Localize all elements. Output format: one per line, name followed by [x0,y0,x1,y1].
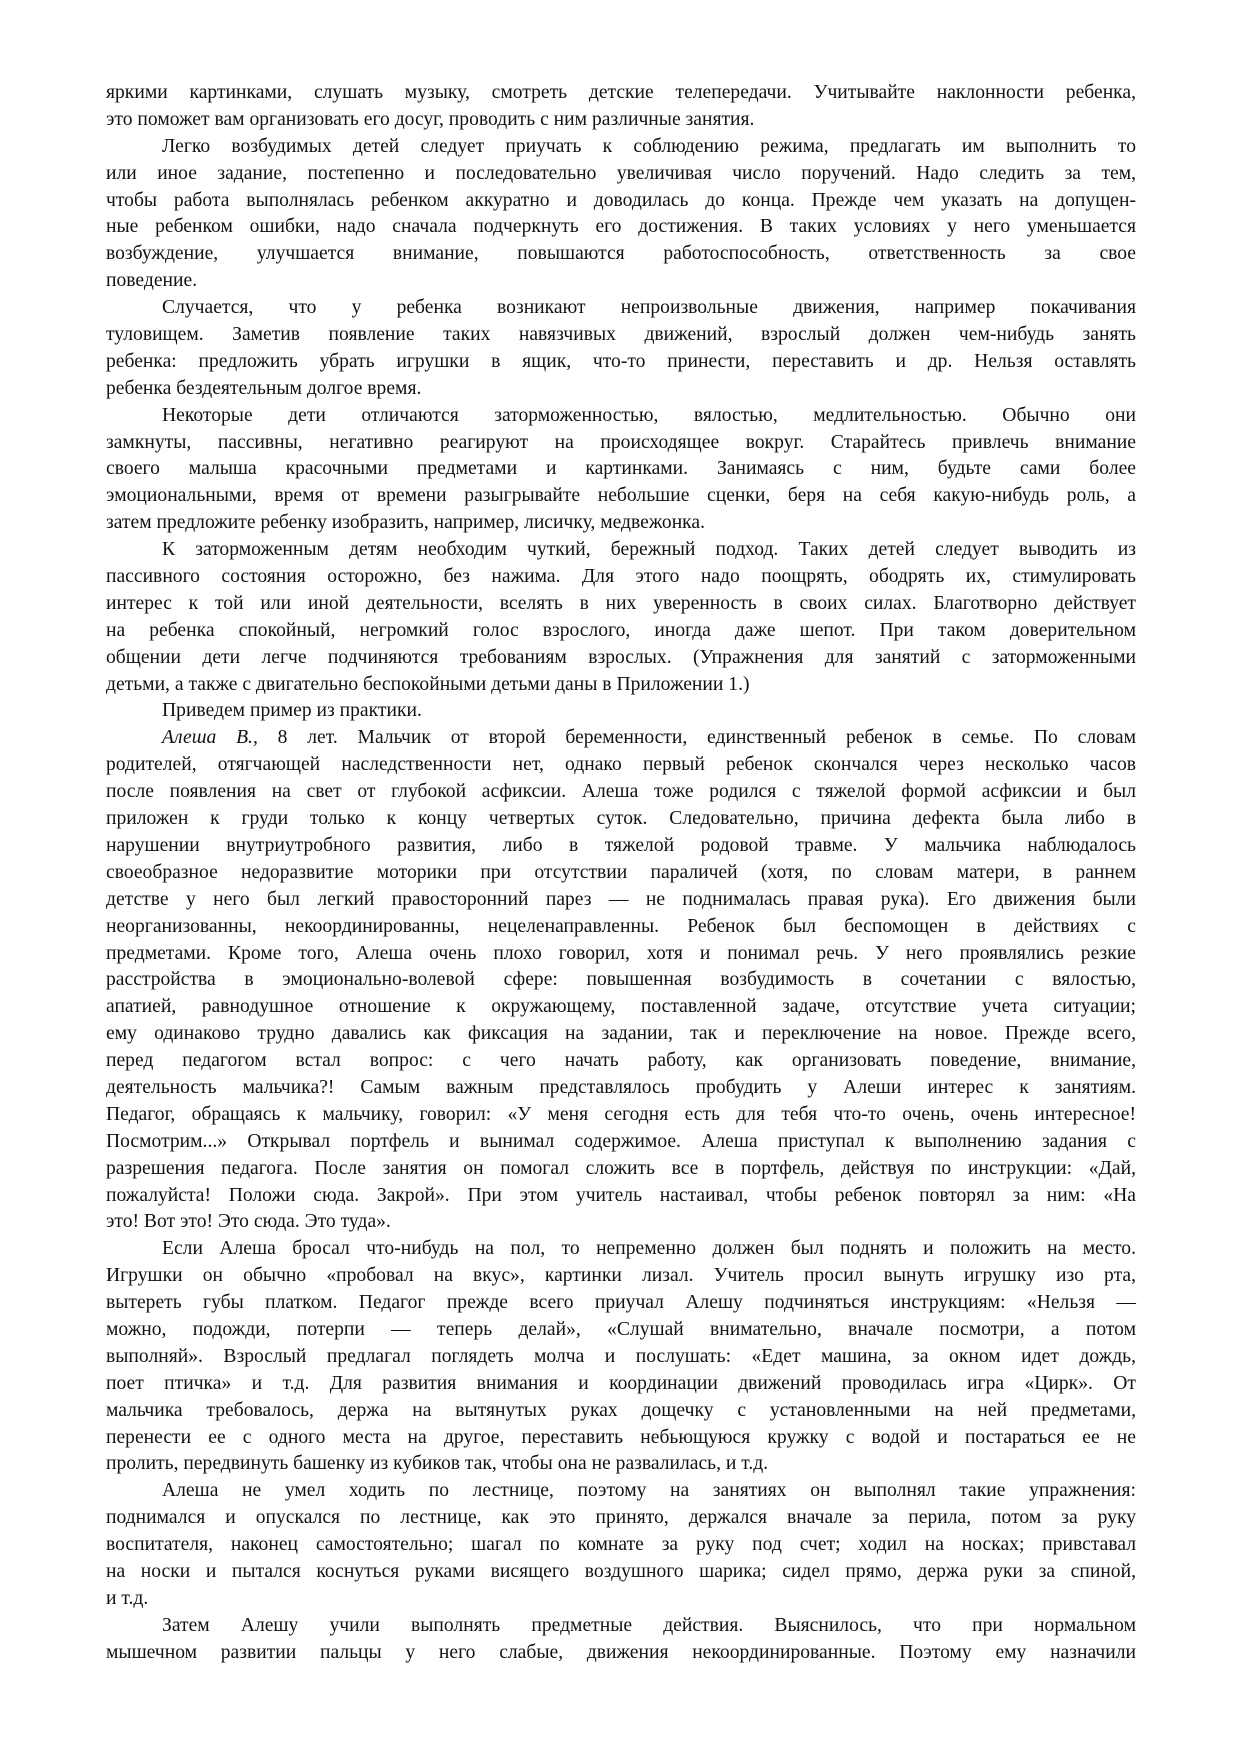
text-line: своеобразное недоразвитие моторики при отсутствии параличей (хотя, по словам матери, в раннем [106,861,1136,883]
text-line: деятельность мальчика?! Самым важным представлялось пробудить у Алеши интерес к занятиям. [106,1076,1136,1098]
text-line: Случается, что у ребенка возникают непроизвольные движения, например покачивания [162,297,1136,319]
text-line: пожалуйста! Положи сюда. Закрой». При этом учитель настаивал, чтобы ребенок повторял за ним: «На [106,1184,1136,1206]
text-line: вытереть губы платком. Педагог прежде всего приучал Алешу подчиняться инструкциям: «Нельзя — [106,1292,1136,1314]
text-line: это поможет вам организовать его досуг, проводить с ним различные занятия. [106,108,755,130]
text-line: после появления на свет от глубокой асфиксии. Алеша тоже родился с тяжелой формой асфиксии и был [106,781,1136,803]
paragraph [106,80,1136,134]
text-line: разрешения педагога. После занятия он помогал сложить все в портфель, действуя по инструкции: «Дай, [106,1157,1136,1179]
text-line: яркими картинками, слушать музыку, смотреть детские телепередачи. Учитывайте наклонности ребенка, [106,82,1136,103]
text-line: расстройства в эмоционально-волевой сфере: повышенная возбудимость в сочетании с вялостью, [106,969,1136,991]
paragraph [106,403,1136,537]
text-line: поведение. [106,270,198,292]
paragraph [106,537,1136,698]
text-line: Алеша не умел ходить по лестнице, поэтому на занятиях он выполнял такие упражнения: [162,1480,1136,1502]
text-line: чтобы работа выполнялась ребенком аккуратно и доводилась до конца. Прежде чем указать на допущен- [106,189,1136,211]
text-line: мышечном развитии пальцы у него слабые, движения некоординированные. Поэтому ему назначили [106,1641,1136,1663]
text-line: замкнуты, пассивны, негативно реагируют на происходящее вокруг. Старайтесь привлечь внимание [106,431,1136,453]
text-line: родителей, отягчающей наследственности нет, однако первый ребенок скончался через несколько часов [106,754,1136,776]
text-line: поет птичка» и т.д. Для развития внимания и координации движений проводилась игра «Цирк». От [106,1372,1136,1394]
text-line: приложен к груди только к концу четвертых суток. Следовательно, причина дефекта была либо в [106,808,1136,830]
case-name: Алеша В., [162,727,258,749]
text-line: неорганизованны, некоординированны, нецеленаправленны. Ребенок был беспомощен в действиях с [106,915,1136,937]
text-line: мальчика требовалось, держа на вытянутых руках дощечку с установленными на ней предметами, [106,1399,1136,1421]
text-line [106,725,1136,752]
text-line: общении дети легче подчиняются требованиям взрослых. (Упражнения для занятий с заторможенными [106,646,1136,668]
text-line: перед педагогом встал вопрос: с чего начать работу, как организовать поведение, внимание, [106,1050,1136,1072]
text-line-rest: 8 лет. Мальчик от второй беременности, единственный ребенок в семье. По словам [257,727,1136,749]
text-line: Если Алеша бросал что-нибудь на пол, то непременно должен был поднять и положить на место. [162,1238,1136,1260]
text-line: выполняй». Взрослый предлагал поглядеть молча и послушать: «Едет машина, за окном идет дождь, [106,1345,1136,1367]
paragraph [106,134,1136,295]
text-line: эмоциональными, время от времени разыгрывайте небольшие сценки, беря на себя какую-нибудь роль, а [106,485,1136,507]
text-line: ребенка: предложить убрать игрушки в ящик, что-то принести, переставить и др. Нельзя оставлять [106,350,1136,372]
text-line: нарушении внутриутробного развития, либо в тяжелой родовой травме. У мальчика наблюдалось [106,834,1136,856]
text-line: Легко возбудимых детей следует приучать к соблюдению режима, предлагать им выполнить то [162,135,1136,157]
paragraph [106,725,1136,1236]
text-line: пролить, передвинуть башенку из кубиков так, чтобы она не развалилась, и т.д. [106,1453,769,1475]
paragraph [106,1236,1136,1478]
text-line: перенести ее с одного места на другое, переставить небьющуюся кружку с водой и постараться ее не [106,1426,1136,1448]
text-line: К заторможенным детям необходим чуткий, бережный подход. Таких детей следует выводить из [162,539,1136,561]
text-line: Игрушки он обычно «пробовал на вкус», картинки лизал. Учитель просил вынуть игрушку изо рта, [106,1265,1136,1287]
text-line: и т.д. [106,1587,149,1609]
text-line: интерес к той или иной деятельности, вселять в них уверенность в своих силах. Благотворно действует [106,592,1136,614]
text-line: можно, подожди, потерпи — теперь делай», «Слушай внимательно, вначале посмотри, а потом [106,1318,1136,1340]
paragraph [106,1478,1136,1612]
text-line: ребенка бездеятельным долгое время. [106,377,422,399]
paragraph [106,698,1136,725]
paragraph [106,1613,1136,1667]
text-line: апатией, равнодушное отношение к окружающему, поставленной задаче, отсутствие учета ситуации; [106,996,1136,1018]
text-line: ные ребенком ошибки, надо сначала подчеркнуть его достижения. В таких условиях у него уменьшается [106,216,1136,238]
text-line: детьми, а также с двигательно беспокойными детьми даны в Приложении 1.) [106,673,750,695]
text-line: Педагог, обращаясь к мальчику, говорил: «У меня сегодня есть для тебя что-то очень, очень интересное! [106,1103,1136,1125]
text-line: Некоторые дети отличаются заторможенностью, вялостью, медлительностью. Обычно они [162,404,1136,426]
paragraph [106,295,1136,403]
document-page [106,80,1136,1667]
text-line: затем предложите ребенку изобразить, например, лисичку, медвежонка. [106,512,706,534]
text-line: Приведем пример из практики. [162,700,422,722]
text-line: своего малыша красочными предметами и картинками. Занимаясь с ним, будьте сами более [106,458,1136,480]
text-line: воспитателя, наконец самостоятельно; шагал по комнате за руку под счет; ходил на носках; привставал [106,1534,1136,1556]
text-line: поднимался и опускался по лестнице, как это принято, держался вначале за перила, потом за руку [106,1507,1136,1529]
text-line: Посмотрим...» Открывал портфель и вынимал содержимое. Алеша приступал к выполнению задания с [106,1130,1136,1152]
text-line: детстве у него был легкий правосторонний парез — не поднималась правая рука). Его движения были [106,888,1136,910]
text-line: это! Вот это! Это сюда. Это туда». [106,1211,391,1233]
text-line: туловищем. Заметив появление таких навязчивых движений, взрослый должен чем-нибудь занять [106,324,1136,346]
text-line: возбуждение, улучшается внимание, повышаются работоспособность, ответственность за свое [106,243,1136,265]
text-line: или иное задание, постепенно и последовательно увеличивая число поручений. Надо следить за тем, [106,162,1136,184]
text-line: пассивного состояния осторожно, без нажима. Для этого надо поощрять, ободрять их, стимулировать [106,566,1136,588]
text-line: на носки и пытался коснуться руками висящего воздушного шарика; сидел прямо, держа руки за спиной, [106,1560,1136,1582]
text-line: предметами. Кроме того, Алеша очень плохо говорил, хотя и понимал речь. У него проявлялись резкие [106,942,1136,964]
text-line: на ребенка спокойный, негромкий голос взрослого, иногда даже шепот. При таком доверительном [106,619,1136,641]
text-line: Затем Алешу учили выполнять предметные действия. Выяснилось, что при нормальном [162,1614,1136,1636]
text-line: ему одинаково трудно давались как фиксация на задании, так и переключение на новое. Прежде всего, [106,1023,1136,1045]
